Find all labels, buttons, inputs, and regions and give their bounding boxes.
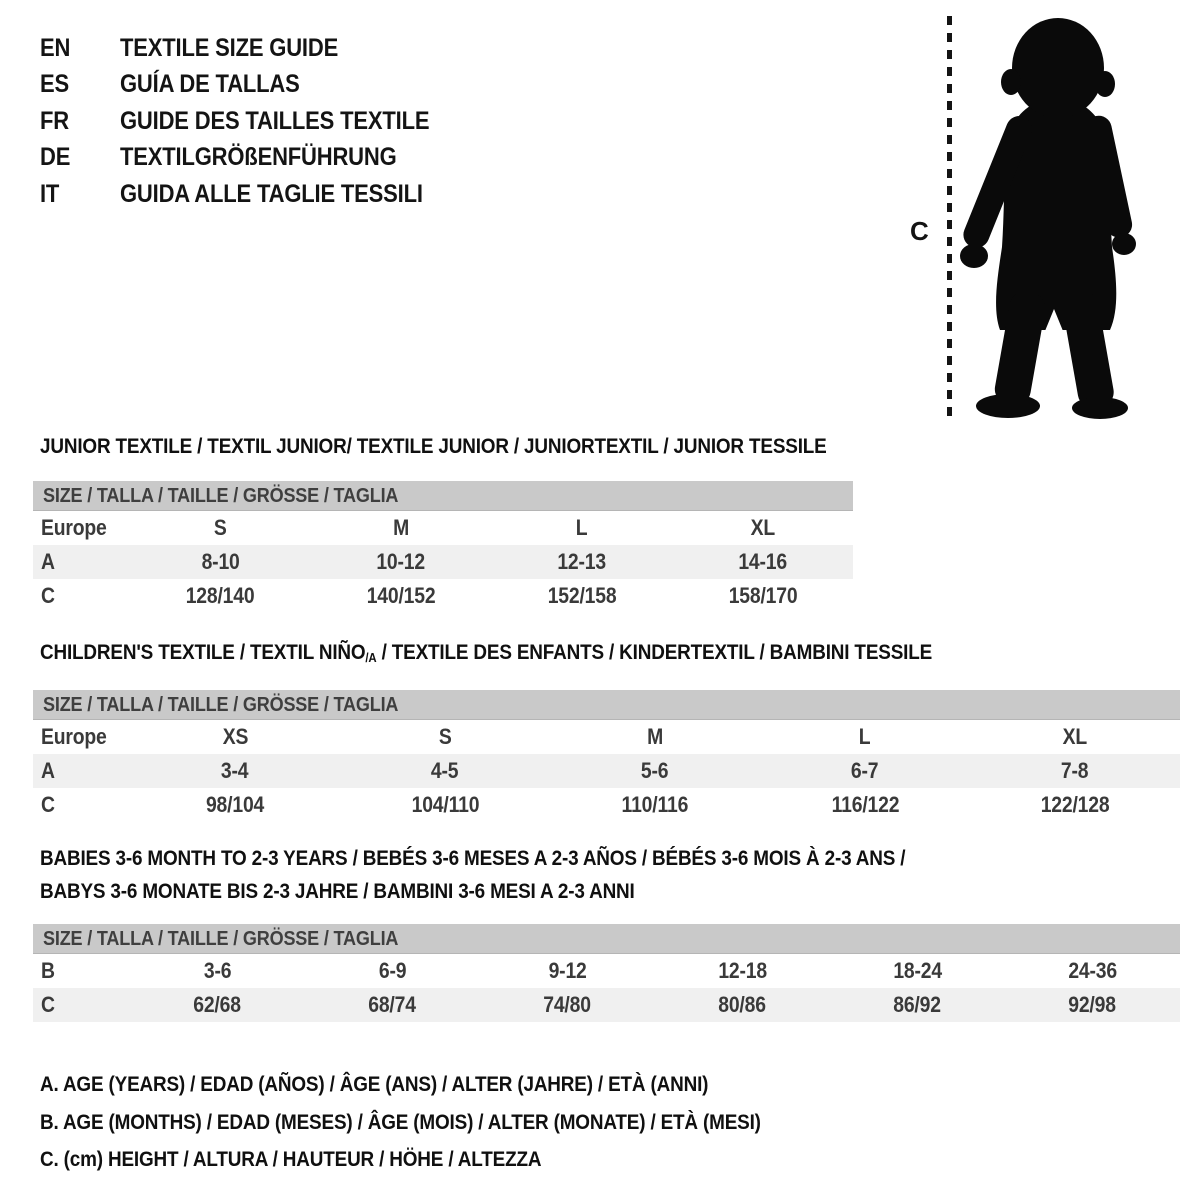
- junior-size-table: [33, 481, 853, 613]
- value-cell: 18-24: [893, 958, 942, 983]
- size-header-bar: [33, 481, 853, 511]
- value-cell: 9-12: [548, 958, 587, 983]
- value-cell: 24-36: [1068, 958, 1117, 983]
- guide-title-fr: GUIDE DES TAILLES TEXTILE: [120, 106, 430, 135]
- value-cell: 68/74: [368, 992, 417, 1017]
- value-cell: 12-18: [718, 958, 767, 983]
- size-cell: M: [647, 724, 663, 749]
- nino-a-subscript: /A: [365, 650, 377, 665]
- language-code: ES: [40, 70, 69, 99]
- table-row-height: [33, 988, 1180, 1022]
- value-cell: 14-16: [738, 549, 787, 574]
- babies-section-title: BABIES 3-6 MONTH TO 2-3 YEARS / BEBÉS 3-6 MESES A 2-3 AÑOS / BÉBÉS 3-6 MOIS À 2-3 ANS / BABYS 3-6 MONATE BIS 2-3 JAHRE / BAMBINI 3-6 MESI A 2-3 ANNI: [40, 846, 906, 903]
- height-measure-label: C: [910, 216, 929, 246]
- size-cell: L: [859, 724, 871, 749]
- children-size-table: [33, 690, 1180, 822]
- value-cell: 5-6: [641, 758, 669, 783]
- language-code: DE: [40, 143, 71, 172]
- value-cell: 7-8: [1061, 758, 1089, 783]
- guide-title-es: GUÍA DE TALLAS: [120, 70, 300, 99]
- size-cell: S: [438, 724, 452, 749]
- guide-title-it: GUIDA ALLE TAGLIE TESSILI: [120, 179, 423, 208]
- list-item: [40, 103, 472, 140]
- table-row-sizes: [33, 511, 853, 545]
- list-item: [40, 67, 472, 104]
- language-title-list: [40, 30, 472, 213]
- table-row-height: [33, 788, 1180, 822]
- value-cell: 104/110: [411, 792, 479, 817]
- guide-title-de: TEXTILGRÖßENFÜHRUNG: [120, 143, 397, 172]
- value-cell: 74/80: [543, 992, 592, 1017]
- value-cell: 6-9: [378, 958, 407, 983]
- value-cell: 4-5: [431, 758, 459, 783]
- language-code: FR: [40, 106, 69, 135]
- value-cell: 92/98: [1068, 992, 1117, 1017]
- size-cell: XL: [750, 515, 775, 540]
- value-cell: 158/170: [728, 583, 797, 608]
- legend-line-height-cm: C. (cm) HEIGHT / ALTURA / HAUTEUR / HÖHE / ALTEZZA: [40, 1147, 542, 1172]
- size-cell: S: [213, 515, 227, 540]
- value-cell: 80/86: [718, 992, 767, 1017]
- size-header-label: SIZE / TALLA / TAILLE / GRÖSSE / TAGLIA: [43, 926, 399, 950]
- junior-section-title: JUNIOR TEXTILE / TEXTIL JUNIOR/ TEXTILE JUNIOR / JUNIORTEXTIL / JUNIOR TESSILE: [40, 434, 827, 458]
- list-item: [40, 140, 472, 177]
- size-header-label: SIZE / TALLA / TAILLE / GRÖSSE / TAGLIA: [43, 692, 399, 716]
- size-header-bar: [33, 924, 1180, 954]
- children-section-title: CHILDREN'S TEXTILE / TEXTIL NIÑO/A / TEXTILE DES ENFANTS / KINDERTEXTIL / BAMBINI TESSILE: [40, 640, 933, 665]
- row-label-cell: C: [41, 992, 55, 1017]
- measurement-legend: [40, 1066, 859, 1179]
- size-cell: M: [393, 515, 410, 540]
- row-label-cell: C: [41, 583, 55, 608]
- value-cell: 3-4: [221, 758, 249, 783]
- size-cell: XL: [1062, 724, 1088, 749]
- region-cell: Europe: [41, 515, 107, 540]
- legend-line-age-years: A. AGE (YEARS) / EDAD (AÑOS) / ÂGE (ANS) / ALTER (JAHRE) / ETÀ (ANNI): [40, 1072, 709, 1097]
- value-cell: 116/122: [831, 792, 899, 817]
- row-label-cell: A: [41, 549, 55, 574]
- value-cell: 12-13: [557, 549, 607, 574]
- legend-line-age-months: B. AGE (MONTHS) / EDAD (MESES) / ÂGE (MOIS) / ALTER (MONATE) / ETÀ (MESI): [40, 1109, 761, 1134]
- language-code: IT: [40, 179, 60, 208]
- row-label-cell: A: [41, 758, 55, 783]
- toddler-silhouette-icon: [958, 12, 1140, 422]
- value-cell: 6-7: [851, 758, 879, 783]
- region-cell: Europe: [41, 724, 107, 749]
- row-label-cell: C: [41, 792, 55, 817]
- size-header-label: SIZE / TALLA / TAILLE / GRÖSSE / TAGLIA: [43, 483, 399, 507]
- height-measure-dashed-line: [947, 16, 952, 418]
- row-label-cell: B: [41, 958, 55, 983]
- table-row-age: [33, 545, 853, 579]
- value-cell: 122/128: [1040, 792, 1110, 817]
- list-item: [40, 30, 472, 67]
- value-cell: 86/92: [893, 992, 942, 1017]
- value-cell: 140/152: [366, 583, 436, 608]
- size-cell: L: [576, 515, 588, 540]
- value-cell: 98/104: [205, 792, 265, 817]
- value-cell: 8-10: [201, 549, 240, 574]
- value-cell: 62/68: [193, 992, 242, 1017]
- table-row-age: [33, 754, 1180, 788]
- value-cell: 110/116: [621, 792, 689, 817]
- table-row-months: [33, 954, 1180, 988]
- table-row-height: [33, 579, 853, 613]
- value-cell: 10-12: [376, 549, 426, 574]
- value-cell: 3-6: [203, 958, 232, 983]
- value-cell: 128/140: [186, 583, 255, 608]
- list-item: [40, 176, 472, 213]
- babies-size-table: [33, 924, 1180, 1022]
- size-cell: XS: [222, 724, 248, 749]
- size-header-bar: [33, 690, 1180, 720]
- guide-title-en: TEXTILE SIZE GUIDE: [120, 33, 339, 62]
- language-code: EN: [40, 33, 71, 62]
- value-cell: 152/158: [547, 583, 617, 608]
- table-row-sizes: [33, 720, 1180, 754]
